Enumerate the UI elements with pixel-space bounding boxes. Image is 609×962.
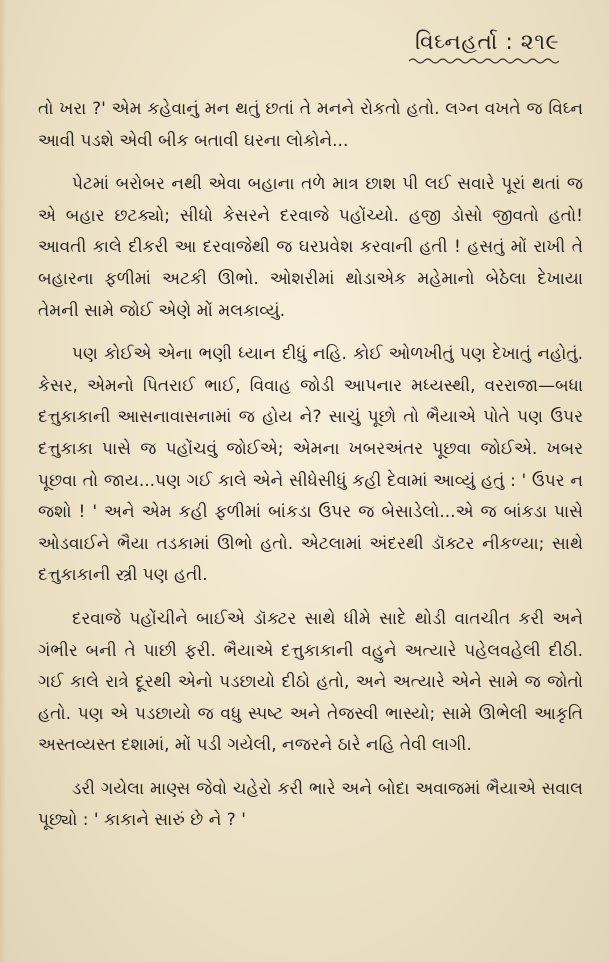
paragraph-1: તો ખરા ?' એમ કહેવાનું મન થતું છતાં તે મનને રોકતો હતો. લગ્ન વખતે જ વિઘ્ન આવી પડશે એવી બીક બતાવી ઘરના લોકોને... bbox=[38, 99, 583, 151]
paragraph-2: પેટમાં બરોબર નથી એવા બહાના તળે માત્ર છાશ પી લઈ સવારે પૂરાં થતાં જ એ બહાર છટક્યો; સીધો કેસરને દરવાજે પહોંચ્યો. હજી ડોસો જીવતો હતો! આવતી કાલે દીકરી આ દરવાજેથી જ ઘરપ્રવેશ કરવાની હતી ! હસતું મોં રાખી તે બહારના ફળીમાં અટકી ઊભો. ઓશરીમાં થોડાએક મહેમાનો બેઠેલા દેખાયા તેમની સામે જોઈ એણે મોં મલકાવ્યું. bbox=[38, 174, 583, 321]
page-edge-shadow bbox=[0, 0, 6, 962]
paragraph-4: દરવાજે પહોંચીને બાઈએ ડૉક્ટર સાથે ધીમે સાદે થોડી વાતચીત કરી અને ગંભીર બની તે પાછી ફરી. ભૈયાએ દત્તુકાકાની વહુને અત્યારે પહેલવહેલી દીઠી. ગઈ કાલે રાત્રે દૂરથી એનો પડછાયો દીઠો હતો, અને અત્યારે એને સામે જ જોતો હતો. પણ એ પડછાયો જ વધુ સ્પષ્ટ અને તેજસ્વી ભાસ્યો; સામે ઊભેલી આકૃતિ અસ્તવ્યસ્ત દશામાં, મોં પડી ગયેલી, નજરને ઠારે નહિ તેવી લાગી. bbox=[38, 608, 583, 756]
running-head: વિઘ્નહર્તા : ૨૧૯ bbox=[414, 30, 559, 55]
page-header bbox=[409, 30, 559, 65]
body-text bbox=[38, 94, 583, 849]
wavy-underline bbox=[409, 57, 559, 65]
paragraph-5: ડરી ગયેલા માણ્સ જેવો ચહેરો કરી ભારે અને બોદા અવાજમાં ભૈયાએ સવાલ પૂછ્યો : ' કાકાને સારું છે ને ? ' bbox=[38, 778, 583, 831]
paragraph-3: પણ કોઈએ એના ભણી ધ્યાન દીધું નહિ. કોઈ ઓળખીતું પણ દેખાતું નહોતું. કેસર, એમનો પિતરાઈ ભાઈ, વિવાહ જોડી આપનાર મધ્યસ્થી, વરરાજા—બધા દત્તુકાકાની આસનાવાસનામાં જ હોય ને? સાચું પૂછો તો ભૈયાએ પોતે પણ ઉપર દત્તુકાકા પાસે જ પહોંચવું જોઈએ; એમના ખબરઅંતર પૂછવા જોઈએ. ખબર પૂછવા તો જાય...પણ ગઈ કાલે એને સીધેસીધું કહી દેવામાં આવ્યું હતું : ' ઉપર ન જશો ! ' અને એમ કહી ફળીમાં બાંકડા ઉપર જ બેસાડેલો...એ જ બાંકડા પાસે ઓડવાઈને ભૈયા તડકામાં ઊભો હતો. એટલામાં અંદરથી ડૉક્ટર નીકળ્યા; સાથે દત્તુકાકાની સ્ત્રી પણ હતી. bbox=[38, 344, 583, 586]
